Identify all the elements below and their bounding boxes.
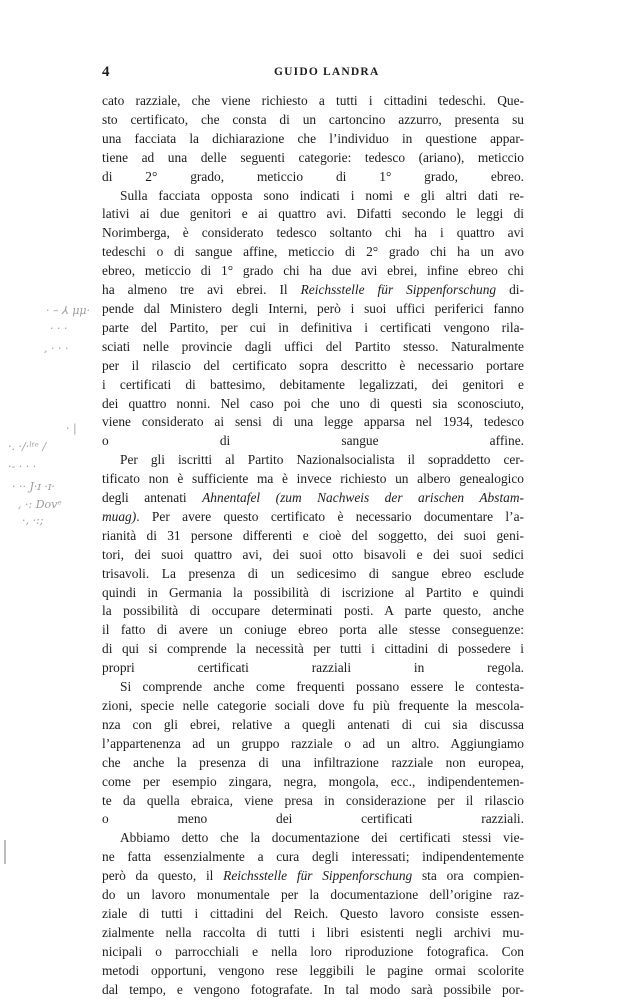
text-line: zialmente nella raccolta di tutti i libri esistenti negli archivi mu-: [102, 924, 524, 940]
page-number: 4: [102, 64, 110, 80]
text-line: tificato non è sufficiente ma è invece richiesto un albero genealogico: [102, 471, 524, 487]
text-line: dei quattro nonni. Nel caso poi che uno di questi sia sconosciuto,: [102, 395, 524, 411]
text-line: che anche la presenza di una infiltrazione razziale non europea,: [102, 754, 524, 770]
text-line: cato razziale, che viene richiesto a tutti i cittadini tedeschi. Que-: [102, 93, 524, 108]
text-line: Per gli iscritti al Partito Nazionalsocialista il sopraddetto cer-: [120, 452, 524, 468]
text-run: sta ora compien-: [412, 868, 524, 884]
paragraph: [102, 829, 524, 999]
body-text: [102, 92, 524, 1000]
margin-note: ·. ·/·ˡᵗᵉ /: [8, 440, 47, 453]
text-line: per il rilascio del certificato sopra descritto è necessario portare: [102, 357, 524, 373]
text-run: . Per avere questo certificato è necessario documentare l’a-: [136, 508, 524, 524]
text-line: sciati nelle provincie dagli uffici del Partito stesso. Naturalmente: [102, 338, 524, 354]
text-line-with-italic: [102, 508, 524, 527]
text-line: Si comprende anche come frequenti possano essere le contesta-: [120, 679, 524, 695]
text-line: i certificati di battesimo, debitamente legalizzati, dei genitori e: [102, 376, 524, 392]
text-line: propri certificati razziali in regola.: [102, 660, 524, 676]
text-line: tedeschi o di sangue affine, meticcio di 2° grado chi ha un avo: [102, 244, 524, 260]
italic-term: Reichsstelle für Sippenforschung: [223, 868, 413, 884]
text-line: do un lavoro monumentale per la documentazione dell’origine raz-: [102, 887, 524, 903]
text-run: degli antenati: [102, 490, 203, 506]
text-line: metodi opportuni, vengono rese leggibili le pagine ormai scolorite: [102, 962, 524, 978]
margin-note: · ·· J·ɪ ·ɪ·: [12, 480, 55, 493]
margin-note: ·, ·:;: [22, 514, 44, 527]
text-line: sto certificato, che consta di un cartoncino azzurro, presenta su: [102, 111, 524, 127]
margin-note: · · ·: [50, 322, 68, 335]
running-head: GUIDO LANDRA: [274, 66, 380, 78]
text-line: viene considerato ai sensi di una legge apparsa nel 1934, tedesco: [102, 414, 524, 430]
text-line: te da quella ebraica, viene presa in considerazione per il rilascio: [102, 792, 524, 808]
text-line: di 2° grado, meticcio di 1° grado, ebreo.: [102, 168, 524, 184]
text-line-with-italic: [102, 867, 524, 886]
text-line: rianità di 31 persone differenti e cioè del soggetto, dei suoi geni-: [102, 527, 524, 543]
text-line: trisavoli. La presenza di un sedicesimo di sangue ebreo esclude: [102, 565, 524, 581]
text-line: Norimberga, è considerato tedesco soltanto chi ha i quattro avi: [102, 225, 524, 241]
text-line: ne fatta essenzialmente a cura degli interessati; indipendentemente: [102, 849, 524, 865]
paragraph: [102, 678, 524, 829]
text-line: nza con gli ebrei, relative a quegli antenati di cui sia discussa: [102, 716, 524, 732]
italic-term: Ahnentafel (zum Nachweis der arischen Abstam-: [202, 490, 524, 506]
paragraph: [102, 187, 524, 452]
text-line-with-italic: [102, 281, 524, 300]
text-line: di qui si comprende la necessità per tutti i cittadini di possedere i: [102, 641, 524, 657]
text-line: zioni, specie nelle categorie sociali dove fu più frequente la mescola-: [102, 698, 524, 713]
text-line: ziale di tutti i cittadini del Reich. Questo lavoro consiste essen-: [102, 905, 524, 921]
text-line: pende dal Ministero degli Interni, però i suoi uffici periferici fanno: [102, 300, 524, 316]
scan-edge-mark: [4, 840, 6, 864]
text-line: il fatto di avere un coniuge ebreo porta alle stesse conseguenze:: [102, 622, 524, 638]
text-line: una facciata la dichiarazione che l’individuo in questione appar-: [102, 130, 524, 146]
handwritten-margin-notes: [0, 300, 100, 530]
text-line-with-italic: [102, 489, 524, 508]
text-line: lativi ai due genitori e ai quattro avi. Difatti secondo le leggi di: [102, 206, 524, 222]
margin-note: · |: [66, 422, 77, 435]
text-line: tori, dei suoi quattro avi, dei suoi otto bisavoli e dei suoi sedici: [102, 546, 524, 562]
margin-note: · – ⅄ μμ·: [46, 304, 90, 317]
text-line: Abbiamo detto che la documentazione dei certificati stessi vie-: [120, 830, 524, 846]
text-line: parte del Partito, per cui in definitiva i certificati vengono rila-: [102, 319, 524, 335]
text-line: Sulla facciata opposta sono indicati i nomi e gli altri dati re-: [120, 187, 524, 203]
text-line: o di sangue affine.: [102, 433, 524, 449]
text-line: la possibilità di occupare determinati posti. A parte questo, anche: [102, 603, 524, 619]
text-line: o meno dei certificati razziali.: [102, 811, 524, 827]
text-line: l’appartenenza ad un gruppo razziale o ad un altro. Aggiungiamo: [102, 735, 524, 751]
margin-note: , · · ·: [44, 342, 69, 355]
margin-note: , ·: Dovᵉ: [18, 498, 62, 511]
margin-note: ·- · · ·: [8, 460, 37, 473]
text-line: come per esempio zingara, negra, mongola, ecc., indipendentemen-: [102, 773, 524, 789]
italic-term: Reichsstelle für Sippenforschung: [300, 282, 497, 298]
text-line: nicipali o parrocchiali e nella loro riproduzione fotografica. Con: [102, 943, 524, 959]
paragraph: [102, 451, 524, 678]
text-line: dal tempo, e vengono fotografate. In tal modo sarà possibile por-: [102, 981, 524, 997]
text-line: quindi in Germania la possibilità di iscrizione al Partito e quindi: [102, 584, 524, 600]
text-run: però da questo, il: [102, 868, 224, 884]
text-line: ebreo, meticcio di 1° grado chi ha due avi ebrei, infine ebreo chi: [102, 263, 524, 279]
text-run: ha almeno tre avi ebrei. Il: [102, 282, 301, 298]
italic-term: muag): [102, 508, 137, 524]
text-line: tiene ad una delle seguenti categorie: tedesco (ariano), meticcio: [102, 149, 524, 165]
paragraph: [102, 92, 524, 187]
text-run: di-: [496, 282, 524, 298]
page-header: [102, 64, 524, 86]
